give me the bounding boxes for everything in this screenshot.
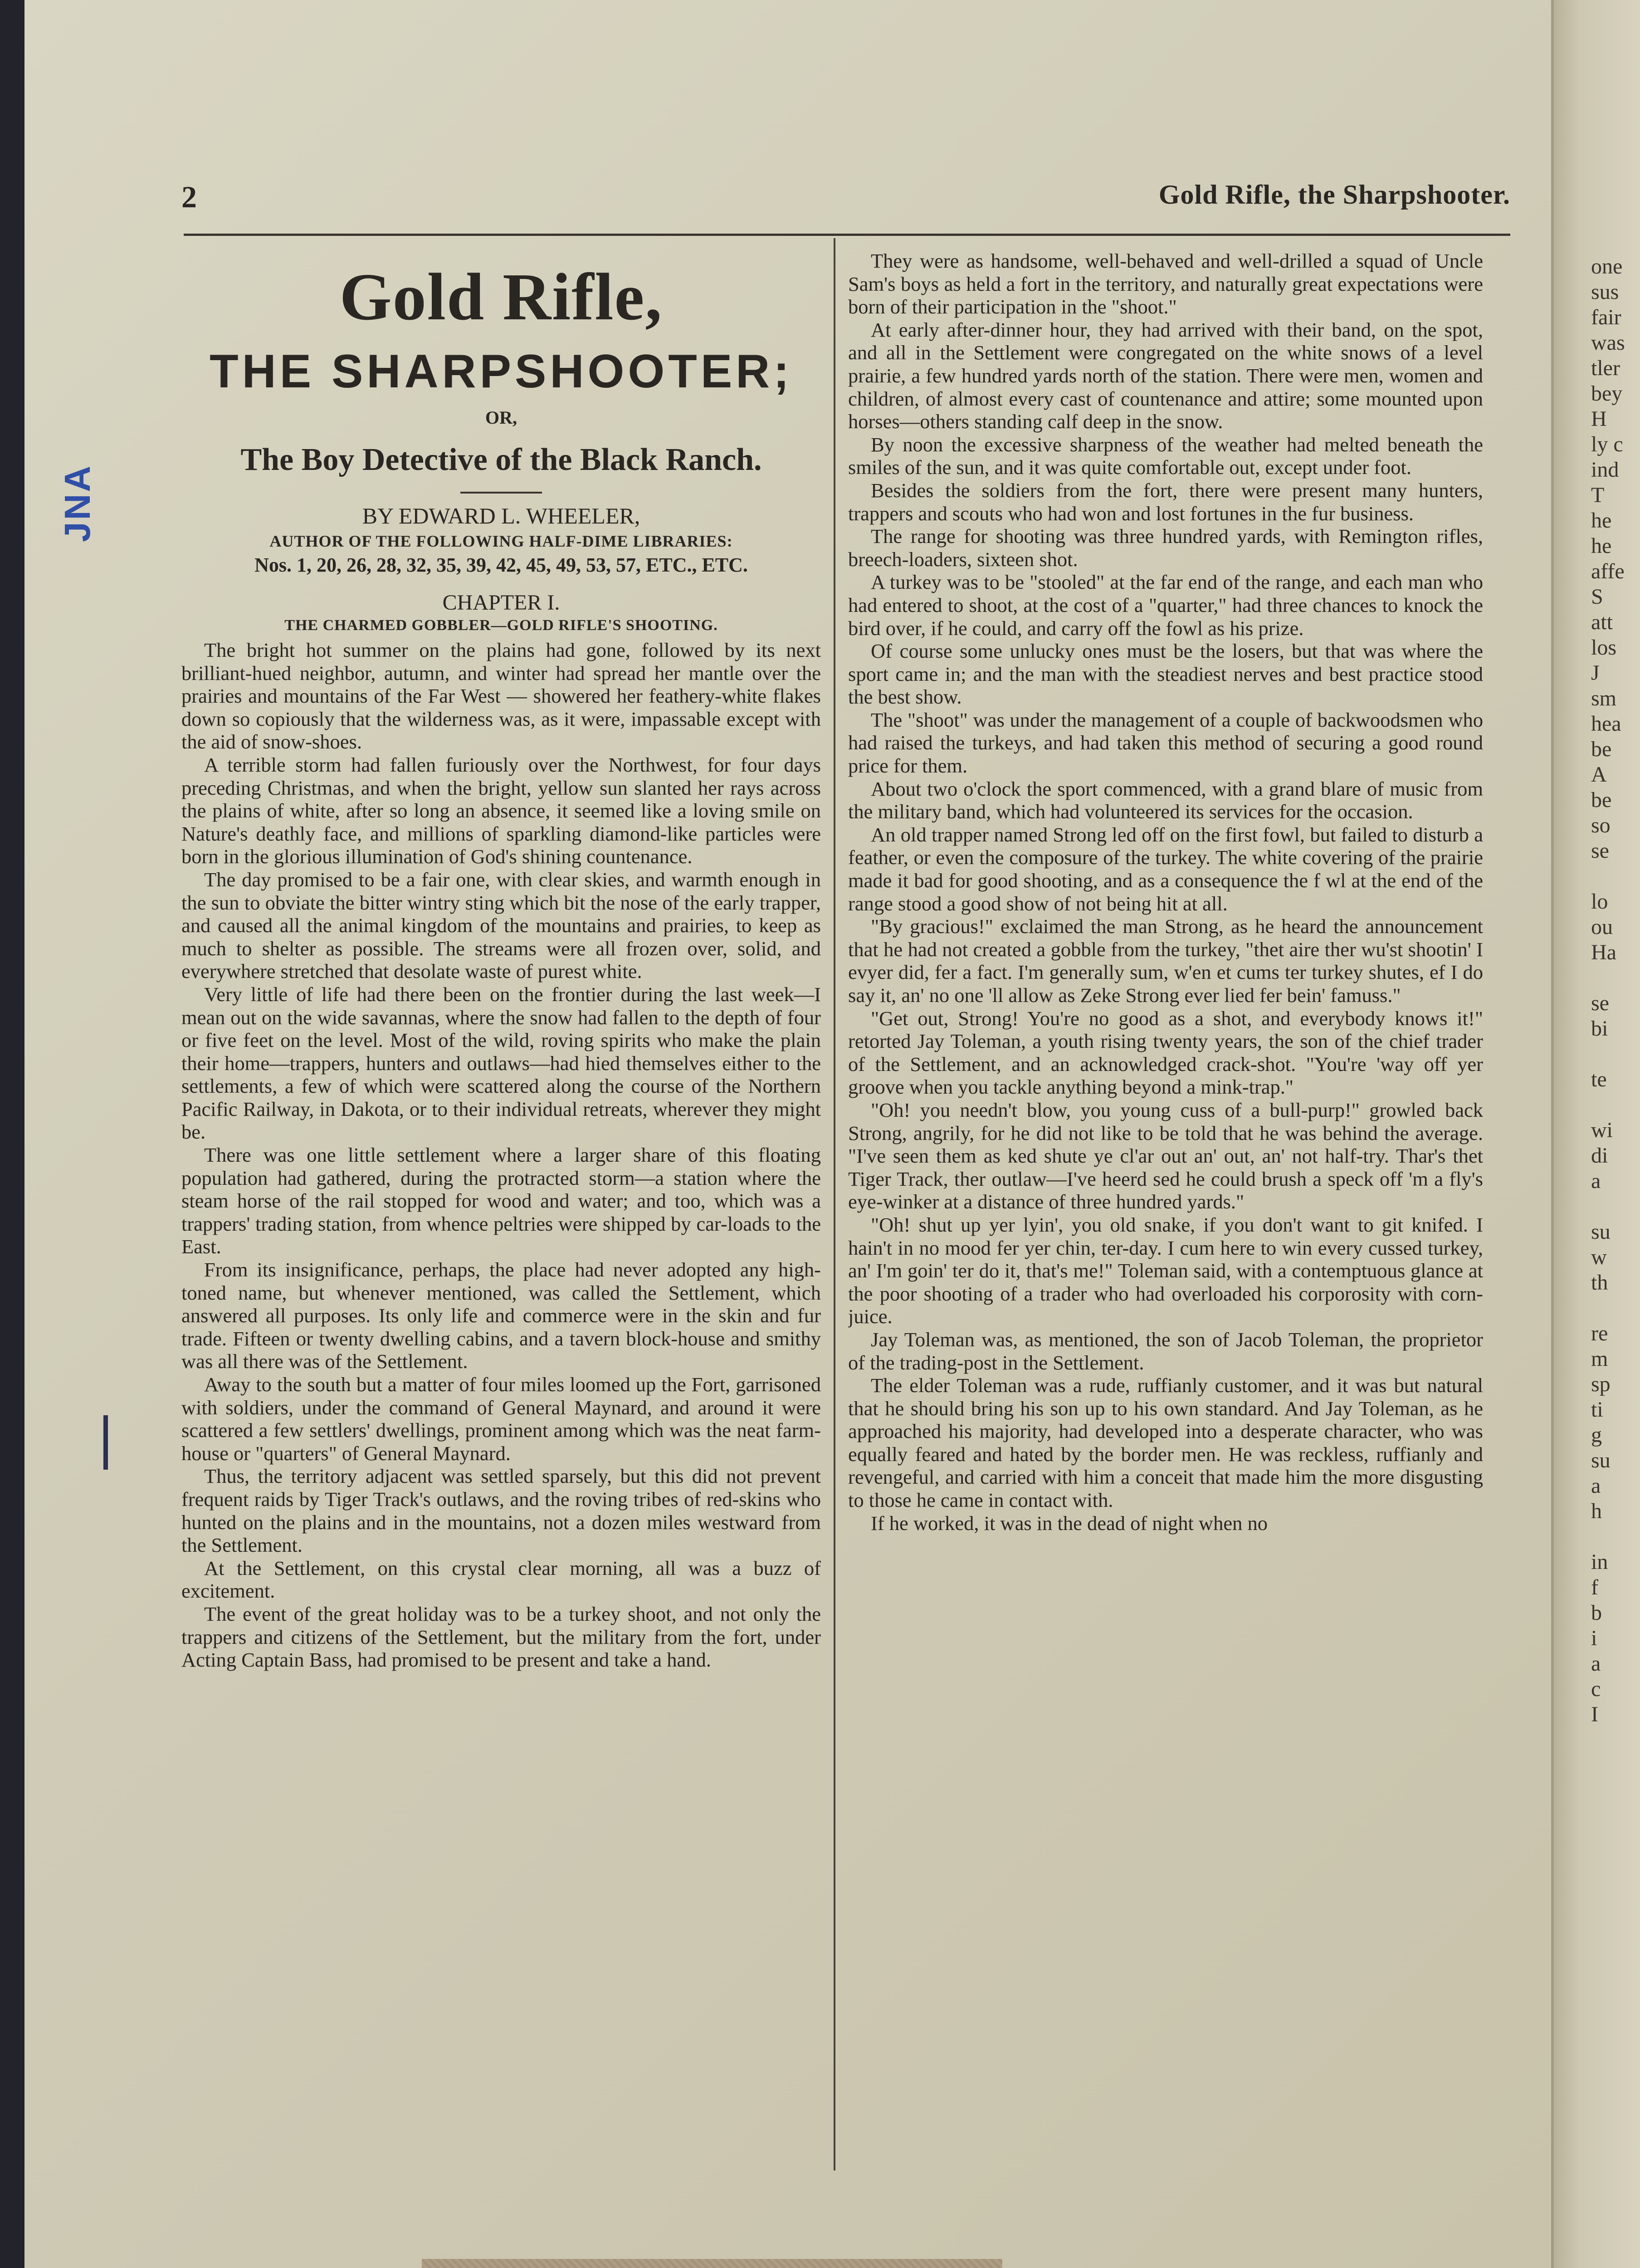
paragraph: About two o'clock the sport commenced, with a grand blare of music from the military band, which had volunteered its services for the occasion. bbox=[848, 777, 1483, 823]
library-stamp: JNA bbox=[57, 464, 98, 542]
title-or: OR, bbox=[485, 407, 517, 428]
paragraph: Besides the soldiers from the fort, there were present many hunters, trappers and scouts who had won and lost fortunes in the fur business. bbox=[848, 479, 1483, 525]
paragraph: The event of the great holiday was to be a turkey shoot, and not only the trappers and citizens of the Settlement, but the military from the fort, under Acting Captain Bass, had promised to be present and take a hand. bbox=[181, 1602, 821, 1672]
paragraph: Away to the south but a matter of four miles loomed up the Fort, garrisoned with soldiers, under the command of General Maynard, and around it were scattered a few settlers' dwellings, prominent among which was the neat farm-house or "quarters" of General Maynard. bbox=[181, 1373, 821, 1465]
right-column-body bbox=[848, 249, 1483, 1535]
chapter-number: CHAPTER I. bbox=[442, 591, 560, 615]
paragraph: If he worked, it was in the dead of night when no bbox=[871, 1511, 1268, 1535]
author-of-line: AUTHOR OF THE FOLLOWING HALF-DIME LIBRARIES: bbox=[269, 532, 733, 550]
column-divider bbox=[834, 238, 835, 2170]
page-number: 2 bbox=[181, 180, 197, 214]
library-numbers: Nos. 1, 20, 26, 28, 32, 35, 39, 42, 45, 49, 53, 57, ETC., ETC. bbox=[254, 554, 748, 576]
byline: BY EDWARD L. WHEELER, bbox=[362, 503, 640, 528]
paragraph: The day promised to be a fair one, with clear skies, and warmth enough in the sun to obviate the bitter wintry sting which bit the nose of the early trapper, and caused all the animal kingdom of the mountains and prairies, to keep as much to shelter as possible. The streams were all frozen over, solid, and everywhere stretched that desolate waste of purest white. bbox=[181, 868, 821, 983]
paragraph: Jay Toleman was, as mentioned, the son of Jacob Toleman, the proprietor of the trading-post in the Settlement. bbox=[848, 1328, 1483, 1374]
story-title: Gold Rifle, bbox=[339, 260, 663, 334]
running-title: Gold Rifle, the Sharpshooter. bbox=[1158, 180, 1510, 210]
paragraph: Very little of life had there been on the frontier during the last week—I mean out on the wide savannas, where the snow had fallen to the depth of four or five feet on the level. Most of the wild, roving spirits who make the plain their home—trappers, hunters and outlaws—had hied themselves either to the settlements, a few of which were scattered along the course of the Northern Pacific Railway, in Dakota, or to their individual retreats, wherever they might be. bbox=[181, 982, 821, 1144]
header-rule bbox=[184, 234, 1510, 236]
tape-residue bbox=[422, 2259, 1002, 2268]
page-left-shadow bbox=[0, 0, 24, 2268]
paragraph: By noon the excessive sharpness of the weather had melted beneath the smiles of the sun, and it was quite comfortable out, except under foot. bbox=[848, 433, 1483, 479]
paragraph: At the Settlement, on this crystal clear morning, all was a buzz of excitement. bbox=[181, 1556, 821, 1603]
paragraph: The range for shooting was three hundred yards, with Remington rifles, breech-loaders, sixteen shot. bbox=[848, 525, 1483, 571]
paragraph: An old trapper named Strong led off on the first fowl, but failed to disturb a feather, or even the composure of the turkey. The white covering of the prairie made it bad for good shooting, and as a consequence the f wl at the end of the range stood a good show of not being hit at all. bbox=[848, 823, 1483, 915]
title-rule bbox=[460, 492, 542, 494]
paragraph: Of course some unlucky ones must be the losers, but that was where the sport came in; and the man with the steadiest nerves and best practice stood the best show. bbox=[848, 640, 1483, 709]
paragraph: "Oh! you needn't blow, you young cuss of a bull-purp!" growled back Strong, angrily, for he did not like to be told that he was behind the average. "I've seen them as ked shute ye cl'ar out an' out, an' not half-try. Thar's thet Tiger Track, ther outlaw—I've heerd sed he could brush a speck off 'm a fly's eye-winker at a distance of three hundred yards." bbox=[848, 1098, 1483, 1213]
paragraph: The bright hot summer on the plains had gone, followed by its next brilliant-hued neighbor, autumn, and winter had spread her mantle over the prairies and mountains of the Far West — showered her feathery-white flakes down so copiously that the wilderness was, as it were, impassable except with the aid of snow-shoes. bbox=[181, 639, 821, 753]
page-header bbox=[181, 179, 1510, 215]
paragraph: They were as handsome, well-behaved and well-drilled a squad of Uncle Sam's boys as held a fort in the territory, and naturally great expectations were born of their participation in the "shoot." bbox=[848, 249, 1483, 318]
left-column bbox=[181, 249, 821, 2168]
paragraph: A turkey was to be "stooled" at the far end of the range, and each man who had entered to shoot, at the cost of a "quarter," had three chances to knock the bird over, if he could, and carry off the fowl as his prize. bbox=[848, 571, 1483, 640]
chapter-heading: THE CHARMED GOBBLER—GOLD RIFLE'S SHOOTING. bbox=[284, 617, 718, 634]
adjacent-page-text: one sus fair was tler bey H ly c ind T he he affe S att los J sm hea be A be so se lo ou Ha se bi te wi di a su w th re m sp ti g su a h in f b i a c I bbox=[1591, 254, 1625, 1726]
alternate-title: The Boy Detective of the Black Ranch. bbox=[240, 442, 762, 477]
left-column-body bbox=[181, 639, 821, 1672]
paragraph: The "shoot" was under the management of a couple of backwoodsmen who had raised the turkeys, and had taken this method of securing a good round price for them. bbox=[848, 708, 1483, 777]
story-subtitle: THE SHARPSHOOTER; bbox=[210, 345, 793, 398]
paragraph: "Get out, Strong! You're no good as a shot, and everybody knows it!" retorted Jay Toleman, a youth rising twenty years, the son of the chief trader of the Settlement, and an acknowledged crack-shot. "You're 'way off yer groove when you tackle anything beyond a mink-trap." bbox=[848, 1007, 1483, 1099]
right-column bbox=[848, 249, 1483, 2168]
ink-mark bbox=[103, 1415, 108, 1470]
paragraph: There was one little settlement where a larger share of this floating population had gathered, during the protracted storm—a station where the steam horse of the rail stopped for wood and water; and too, which was a trappers' trading station, from whence peltries were shipped by car-loads to the East. bbox=[181, 1144, 821, 1258]
paragraph: Thus, the territory adjacent was settled sparsely, but this did not prevent frequent raids by Tiger Track's outlaws, and the roving tribes of red-skins who hunted on the plains and in the mountains, not a dozen miles westward from the Settlement. bbox=[181, 1465, 821, 1557]
paragraph: At early after-dinner hour, they had arrived with their band, on the spot, and all in the Settlement were congregated on the white snows of a level prairie, a few hundred yards north of the station. There were men, women and children, of almost every cast of countenance and attire; some mounted upon horses—others standing calf deep in the snow. bbox=[848, 318, 1483, 433]
paragraph: A terrible storm had fallen furiously over the Northwest, for four days preceding Christmas, and when the bright, yellow sun slanted her rays across the plains of white, after so long an absence, it seemed like a loving smile on Nature's deathly face, and millions of sparkling diamond-like particles were born in the glorious illumination of God's shining countenance. bbox=[181, 753, 821, 868]
paragraph: "Oh! shut up yer lyin', you old snake, if you don't want to git knifed. I hain't in no mood fer yer chin, ter-day. I cum here to win every cussed turkey, an' I'm goin' ter do it, that's me!" Toleman said, with a contemptuous glance at the poor shooting of a trader who had overloaded his corporosity with corn-juice. bbox=[848, 1213, 1483, 1328]
paragraph: "By gracious!" exclaimed the man Strong, as he heard the announcement that he had not created a gobble from the turkey, "thet aire ther wu'st shootin' I evyer did, fer a fact. I'm generally sum, w'en et cums ter turkey shutes, ef I do say it, an' no one 'll allow as Zeke Strong ever lied fer bein' famuss." bbox=[848, 915, 1483, 1007]
paragraph: The elder Toleman was a rude, ruffianly customer, and it was but natural that he should bring his son up to his own standard. And Jay Toleman, as he approached his majority, had developed into a desperate character, who was equally feared and hated by the border men. He was reckless, ruffianly and revengeful, and carried with him a conceit that made him the more disgusting to those he came in contact with. bbox=[848, 1374, 1483, 1512]
paragraph: From its insignificance, perhaps, the place had never adopted any high-toned name, but whenever mentioned, was called the Settlement, which answered all purposes. Its only life and commerce were in the skin and fur trade. Fifteen or twenty dwelling cabins, and a tavern block-house and smithy was all there was of the Settlement. bbox=[181, 1258, 821, 1373]
